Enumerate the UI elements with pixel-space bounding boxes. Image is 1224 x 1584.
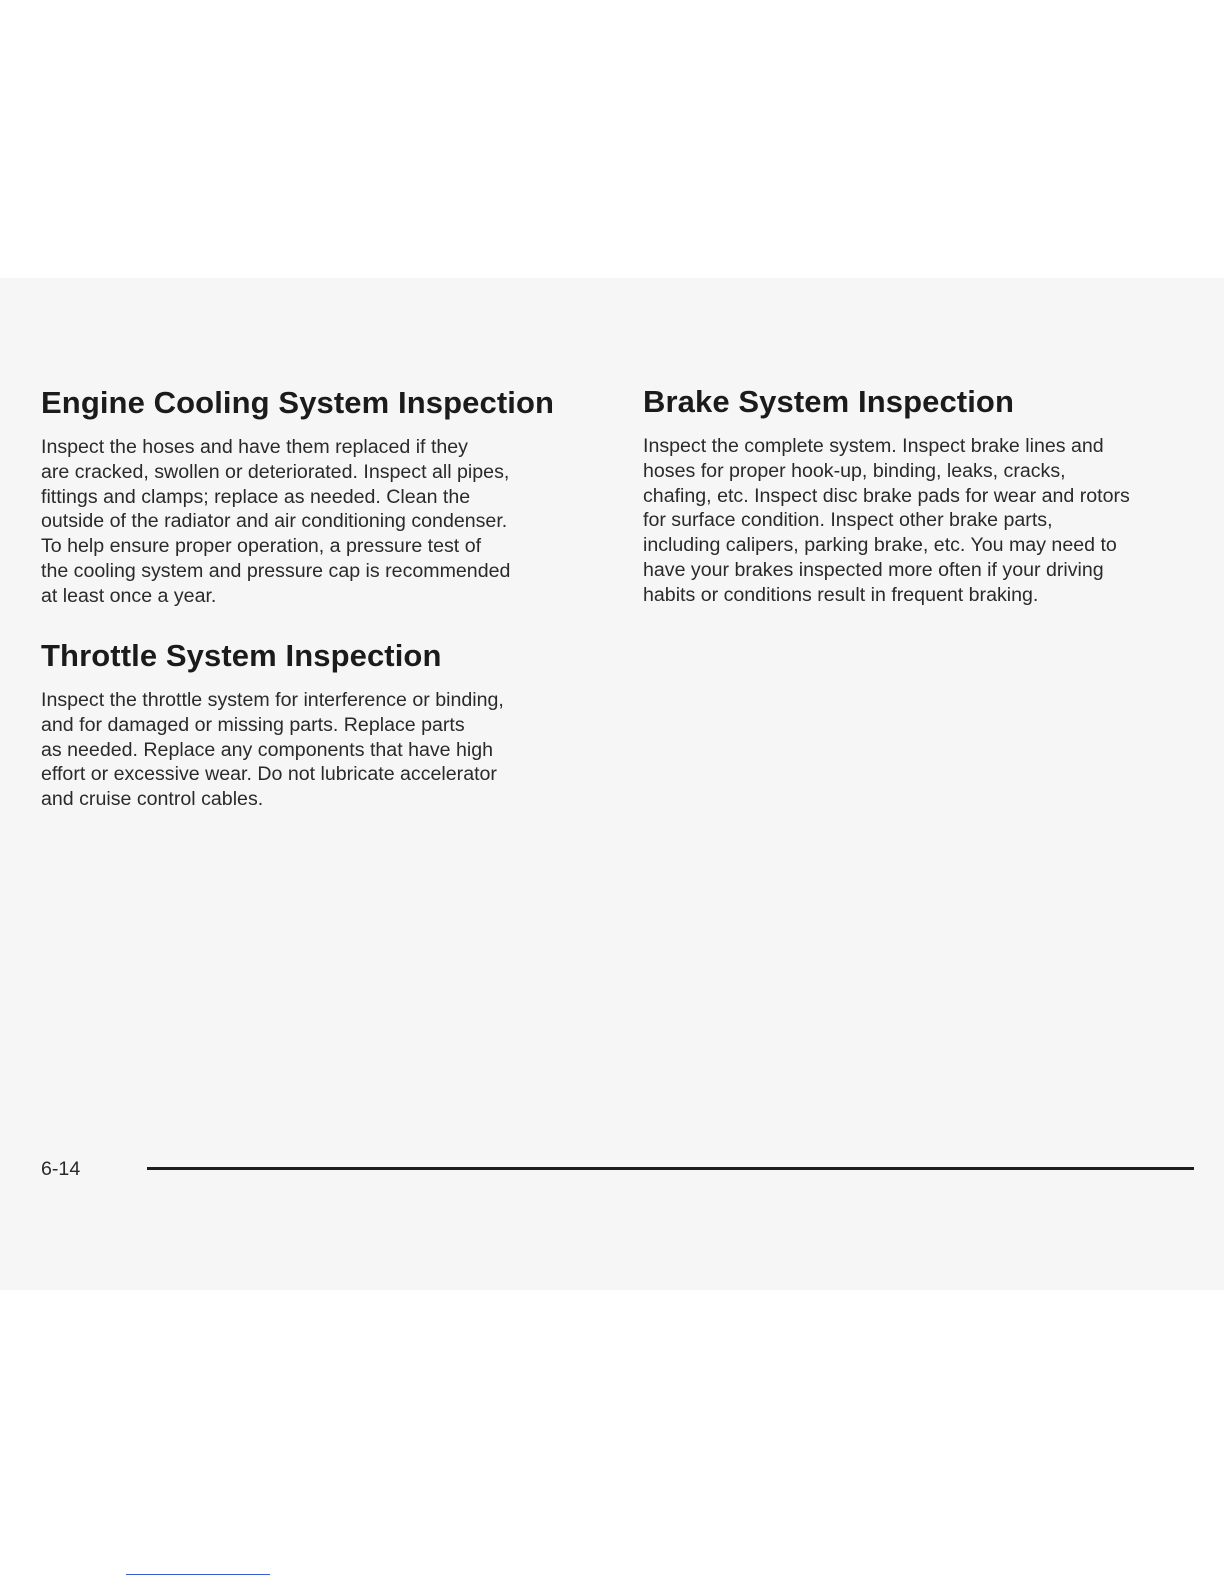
- body-line: Inspect the throttle system for interference or binding,: [41, 689, 504, 711]
- engine-cooling-section: [41, 385, 581, 609]
- body-line: and cruise control cables.: [41, 788, 264, 811]
- body-line: Inspect the hoses and have them replaced if they: [41, 436, 468, 458]
- brake-heading: Brake System Inspection: [643, 384, 1014, 419]
- body-line: chafing, etc. Inspect disc brake pads for wear and rotors: [643, 484, 1130, 507]
- footer-divider: [147, 1167, 1194, 1170]
- body-line: are cracked, swollen or deteriorated. Inspect all pipes,: [41, 460, 510, 483]
- body-line: for surface condition. Inspect other brake parts,: [643, 509, 1053, 532]
- body-line: outside of the radiator and air conditioning condenser.: [41, 510, 508, 533]
- body-line: fittings and clamps; replace as needed. Clean the: [41, 485, 471, 508]
- body-line: as needed. Replace any components that have high: [41, 738, 494, 761]
- manual-page: [0, 278, 1224, 1290]
- body-line: have your brakes inspected more often if your driving: [643, 558, 1104, 581]
- link-underline[interactable]: [126, 1574, 270, 1575]
- brake-body: [643, 434, 1193, 608]
- body-line: hoses for proper hook-up, binding, leaks, cracks,: [643, 459, 1066, 482]
- body-line: effort or excessive wear. Do not lubricate accelerator: [41, 763, 497, 786]
- body-line: including calipers, parking brake, etc. You may need to: [643, 534, 1117, 557]
- page-number: 6-14: [41, 1158, 81, 1180]
- brake-section: [643, 384, 1193, 608]
- body-line: To help ensure proper operation, a pressure test of: [41, 535, 482, 558]
- body-line: Inspect the complete system. Inspect brake lines and: [643, 435, 1104, 457]
- body-line: habits or conditions result in frequent braking.: [643, 583, 1039, 606]
- body-line: at least once a year.: [41, 584, 217, 607]
- throttle-body: [41, 688, 581, 812]
- body-line: and for damaged or missing parts. Replace parts: [41, 713, 465, 736]
- engine-cooling-body: [41, 435, 581, 609]
- throttle-section: [41, 638, 581, 812]
- engine-cooling-heading: Engine Cooling System Inspection: [41, 385, 555, 420]
- throttle-heading: Throttle System Inspection: [41, 638, 442, 673]
- body-line: the cooling system and pressure cap is recommended: [41, 559, 511, 582]
